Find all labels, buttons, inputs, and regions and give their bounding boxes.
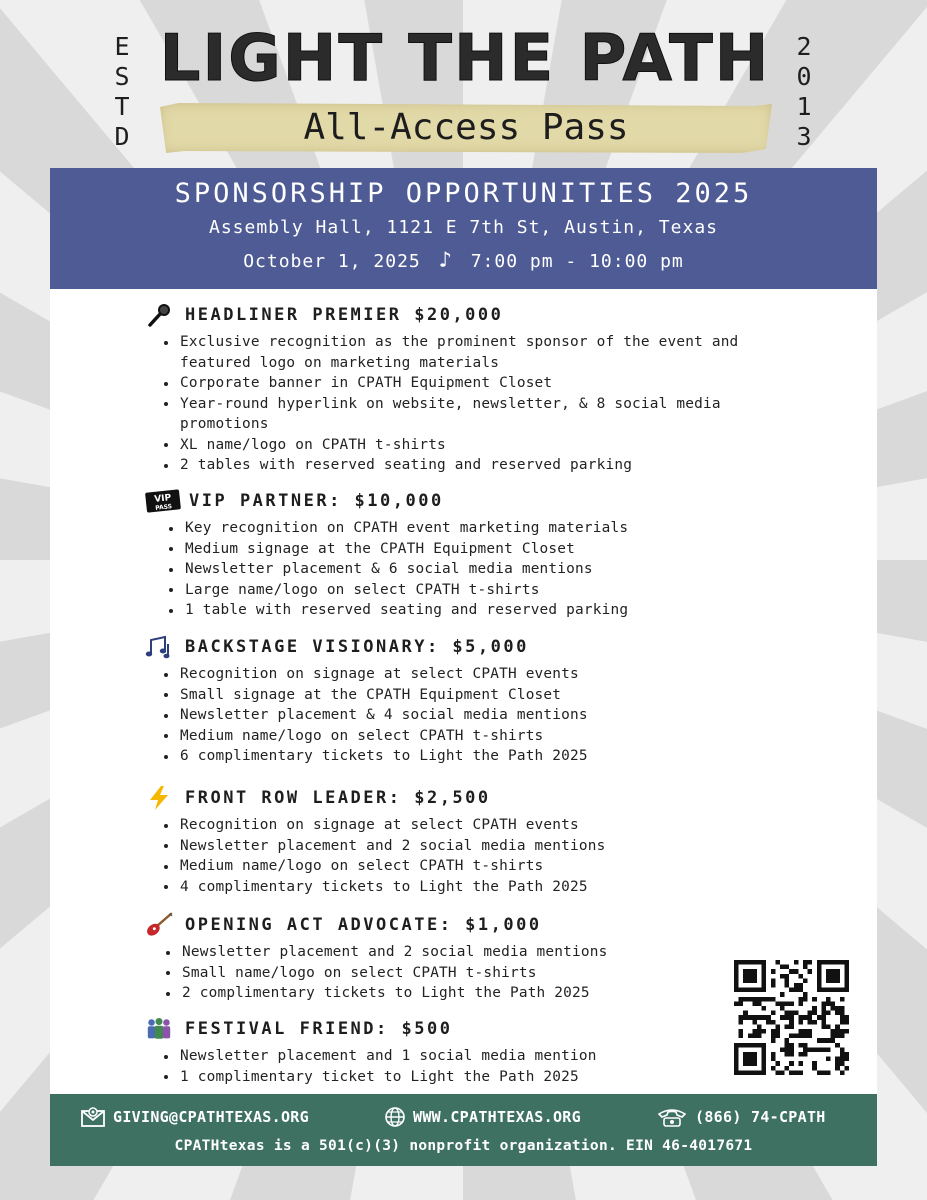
website-url[interactable]: WWW.CPATHTEXAS.ORG xyxy=(413,1108,581,1126)
list-item: Corporate banner in CPATH Equipment Closet xyxy=(180,373,780,394)
benefit-list xyxy=(145,332,780,476)
tier-backstage-visionary xyxy=(145,634,588,767)
tier-vip-partner xyxy=(145,488,628,621)
event-time: 7:00 pm - 10:00 pm xyxy=(470,251,684,272)
list-item: Recognition on signage at select CPATH events xyxy=(180,664,588,685)
qr-code[interactable] xyxy=(734,960,849,1075)
lightning-icon xyxy=(145,785,173,811)
list-item: 1 complimentary ticket to Light the Path 2025 xyxy=(180,1067,597,1088)
email-icon xyxy=(80,1106,106,1128)
estd-label: E S T D xyxy=(114,32,130,151)
event-title: LIGHT THE PATH xyxy=(159,22,771,96)
vip-icon-text: VIP xyxy=(153,493,172,505)
list-item: Small name/logo on select CPATH t-shirts xyxy=(182,963,607,984)
list-item: Year-round hyperlink on website, newsletter, & 8 social media promotions xyxy=(180,394,780,435)
tier-title: OPENING ACT ADVOCATE: $1,000 xyxy=(185,915,542,935)
list-item: 2 complimentary tickets to Light the Path 2025 xyxy=(182,983,607,1004)
tier-title: HEADLINER PREMIER $20,000 xyxy=(185,305,504,325)
list-item: Medium signage at the CPATH Equipment Closet xyxy=(185,539,628,560)
guitar-icon xyxy=(145,912,173,938)
tier-title: FRONT ROW LEADER: $2,500 xyxy=(185,788,491,808)
list-item: Small signage at the CPATH Equipment Closet xyxy=(180,685,588,706)
music-notes-icon xyxy=(145,634,173,660)
list-item: 4 complimentary tickets to Light the Path 2025 xyxy=(180,877,605,898)
list-item: Exclusive recognition as the prominent sponsor of the event and featured logo on marketing materials xyxy=(180,332,780,373)
tier-festival-friend xyxy=(145,1016,597,1087)
event-subtitle: All-Access Pass xyxy=(303,107,629,148)
pass-icon-text: PASS xyxy=(154,503,173,512)
tier-front-row-leader xyxy=(145,785,605,897)
banner-title: SPONSORSHIP OPPORTUNITIES 2025 xyxy=(174,178,753,209)
list-item: Recognition on signage at select CPATH events xyxy=(180,815,605,836)
event-date: October 1, 2025 xyxy=(243,251,421,272)
list-item: 1 table with reserved seating and reserved parking xyxy=(185,600,628,621)
tier-headliner-premier xyxy=(145,302,780,476)
list-item: 2 tables with reserved seating and reserved parking xyxy=(180,455,780,476)
phone-number[interactable]: (866) 74-CPATH xyxy=(695,1108,826,1126)
nonprofit-note: CPATHtexas is a 501(c)(3) nonprofit organization. EIN 46-4017671 xyxy=(174,1138,753,1154)
list-item: Newsletter placement and 1 social media mention xyxy=(180,1046,597,1067)
list-item: XL name/logo on CPATH t-shirts xyxy=(180,435,780,456)
list-item: Key recognition on CPATH event marketing materials xyxy=(185,518,628,539)
list-item: Newsletter placement and 2 social media mentions xyxy=(180,836,605,857)
tier-opening-act-advocate xyxy=(145,912,607,1004)
phone-contact[interactable] xyxy=(656,1106,826,1128)
list-item: Medium name/logo on select CPATH t-shirts xyxy=(180,726,588,747)
list-item: Newsletter placement & 4 social media mentions xyxy=(180,705,588,726)
benefit-list xyxy=(145,942,607,1004)
website-contact[interactable] xyxy=(384,1106,581,1128)
benefit-list xyxy=(145,815,605,897)
email-contact[interactable] xyxy=(80,1106,309,1128)
list-item: 6 complimentary tickets to Light the Path 2025 xyxy=(180,746,588,767)
tier-title: BACKSTAGE VISIONARY: $5,000 xyxy=(185,637,529,657)
vip-pass-icon xyxy=(145,488,181,514)
established-year: 2 0 1 3 xyxy=(796,32,812,151)
footer xyxy=(50,1094,877,1166)
event-venue: Assembly Hall, 1121 E 7th St, Austin, Texas xyxy=(209,217,718,238)
list-item: Newsletter placement and 2 social media mentions xyxy=(182,942,607,963)
list-item: Newsletter placement & 6 social media mentions xyxy=(185,559,628,580)
microphone-icon xyxy=(145,302,173,328)
benefit-list xyxy=(145,518,628,621)
tier-title: VIP PARTNER: $10,000 xyxy=(189,491,444,511)
event-datetime xyxy=(50,248,877,273)
music-note-icon: ♪ xyxy=(438,248,453,273)
people-icon xyxy=(145,1016,173,1042)
email-address[interactable]: GIVING@CPATHTEXAS.ORG xyxy=(113,1108,309,1126)
benefit-list xyxy=(145,664,588,767)
tier-title: FESTIVAL FRIEND: $500 xyxy=(185,1019,453,1039)
event-banner xyxy=(50,168,877,289)
list-item: Medium name/logo on select CPATH t-shirts xyxy=(180,856,605,877)
globe-icon xyxy=(384,1106,406,1128)
benefit-list xyxy=(145,1046,597,1087)
list-item: Large name/logo on select CPATH t-shirts xyxy=(185,580,628,601)
telephone-icon xyxy=(656,1106,688,1128)
